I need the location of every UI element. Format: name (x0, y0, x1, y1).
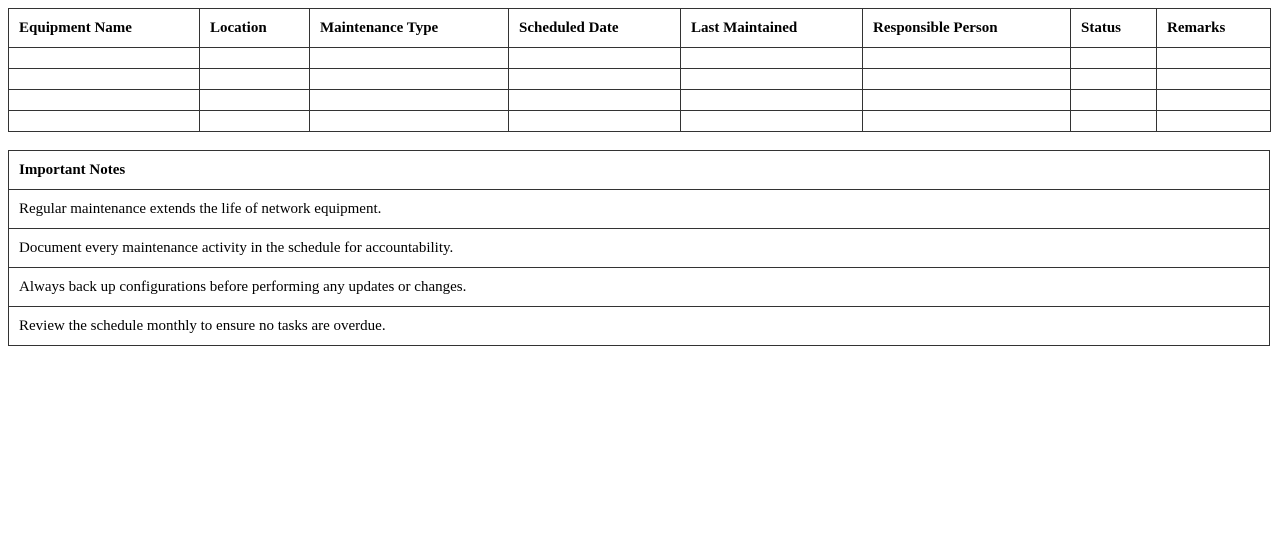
table-cell (863, 111, 1071, 132)
table-cell (863, 48, 1071, 69)
table-cell (681, 69, 863, 90)
column-header-status: Status (1071, 9, 1157, 48)
table-header-row (9, 9, 1271, 48)
table-cell (509, 69, 681, 90)
column-header-scheduled-date: Scheduled Date (509, 9, 681, 48)
table-cell (509, 48, 681, 69)
table-cell (1157, 111, 1271, 132)
note-item: Review the schedule monthly to ensure no tasks are overdue. (9, 307, 1270, 346)
notes-header-row (9, 151, 1270, 190)
table-cell (681, 48, 863, 69)
table-cell (509, 90, 681, 111)
table-row (9, 90, 1271, 111)
column-header-equipment-name: Equipment Name (9, 9, 200, 48)
table-cell (681, 111, 863, 132)
note-row (9, 190, 1270, 229)
table-cell (1071, 69, 1157, 90)
table-cell (1157, 48, 1271, 69)
table-cell (9, 111, 200, 132)
table-row (9, 69, 1271, 90)
table-cell (200, 90, 310, 111)
notes-title: Important Notes (9, 151, 1270, 190)
table-cell (1157, 69, 1271, 90)
table-cell (1071, 90, 1157, 111)
column-header-location: Location (200, 9, 310, 48)
column-header-responsible-person: Responsible Person (863, 9, 1071, 48)
maintenance-schedule-table (8, 8, 1271, 132)
table-cell (310, 48, 509, 69)
note-item: Regular maintenance extends the life of network equipment. (9, 190, 1270, 229)
column-header-maintenance-type: Maintenance Type (310, 9, 509, 48)
table-cell (681, 90, 863, 111)
table-cell (863, 69, 1071, 90)
table-cell (310, 111, 509, 132)
table-cell (200, 48, 310, 69)
important-notes-table (8, 150, 1270, 346)
table-cell (200, 69, 310, 90)
note-row (9, 307, 1270, 346)
note-item: Always back up configurations before performing any updates or changes. (9, 268, 1270, 307)
note-item: Document every maintenance activity in the schedule for accountability. (9, 229, 1270, 268)
note-row (9, 229, 1270, 268)
table-row (9, 111, 1271, 132)
table-cell (863, 90, 1071, 111)
table-row (9, 48, 1271, 69)
table-cell (200, 111, 310, 132)
table-cell (1071, 48, 1157, 69)
table-cell (9, 90, 200, 111)
table-cell (310, 69, 509, 90)
table-cell (509, 111, 681, 132)
table-cell (1157, 90, 1271, 111)
table-cell (9, 69, 200, 90)
column-header-remarks: Remarks (1157, 9, 1271, 48)
column-header-last-maintained: Last Maintained (681, 9, 863, 48)
table-cell (1071, 111, 1157, 132)
note-row (9, 268, 1270, 307)
table-cell (9, 48, 200, 69)
table-cell (310, 90, 509, 111)
